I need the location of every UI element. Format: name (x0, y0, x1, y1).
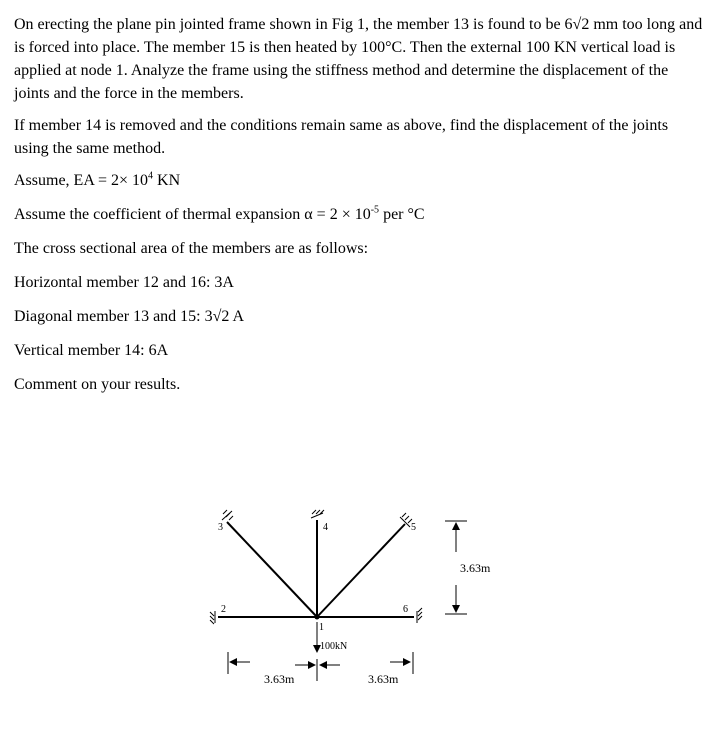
areas-intro: The cross sectional area of the members are as follows: (14, 240, 369, 257)
support-node-3 (222, 510, 233, 520)
member-15 (317, 524, 405, 617)
assume-ea-prefix: Assume, EA = 2× 10 (14, 172, 149, 189)
member-13 (227, 522, 317, 617)
assume-alpha-exponent: -5 (370, 204, 380, 216)
node-label-2: 2 (221, 604, 226, 615)
node-label-3: 3 (218, 522, 223, 533)
assume-ea-exponent: 4 (148, 170, 154, 182)
assume-alpha-suffix: per °C (379, 206, 425, 223)
area-diagonal: Diagonal member 13 and 15: 3√2 A (14, 308, 245, 325)
load-label: 100kN (320, 641, 348, 652)
support-node-6 (417, 608, 422, 623)
area-horizontal: Horizontal member 12 and 16: 3A (14, 274, 234, 291)
support-node-4 (311, 510, 324, 518)
assume-alpha-prefix: Assume the coefficient of thermal expansion α = 2 × 10 (14, 206, 371, 223)
area-vertical: Vertical member 14: 6A (14, 342, 169, 359)
node-label-1: 1 (319, 622, 324, 633)
problem-paragraph-1: On erecting the plane pin jointed frame shown in Fig 1, the member 13 is found to be 6√2 mm too long and is forced into place. The member 15 is then heated by 100°C. Then the external 100 KN vertical load is applied at node 1. Analyze the frame using the stiffness method and determine the displacement of the joints and the force in the members. (14, 16, 703, 102)
comment-line: Comment on your results. (14, 376, 181, 393)
node-label-4: 4 (323, 522, 328, 533)
span-right-label: 3.63m (368, 672, 399, 686)
height-dim-label: 3.63m (460, 561, 491, 575)
node-label-5: 5 (411, 522, 416, 533)
support-node-2 (210, 611, 215, 624)
node-label-6: 6 (403, 604, 408, 615)
span-left-label: 3.63m (264, 672, 295, 686)
problem-paragraph-2: If member 14 is removed and the conditions remain same as above, find the displacement of the joints using the same method. (14, 117, 669, 157)
node-1-pin (315, 615, 320, 620)
assume-ea-suffix: KN (153, 172, 181, 189)
